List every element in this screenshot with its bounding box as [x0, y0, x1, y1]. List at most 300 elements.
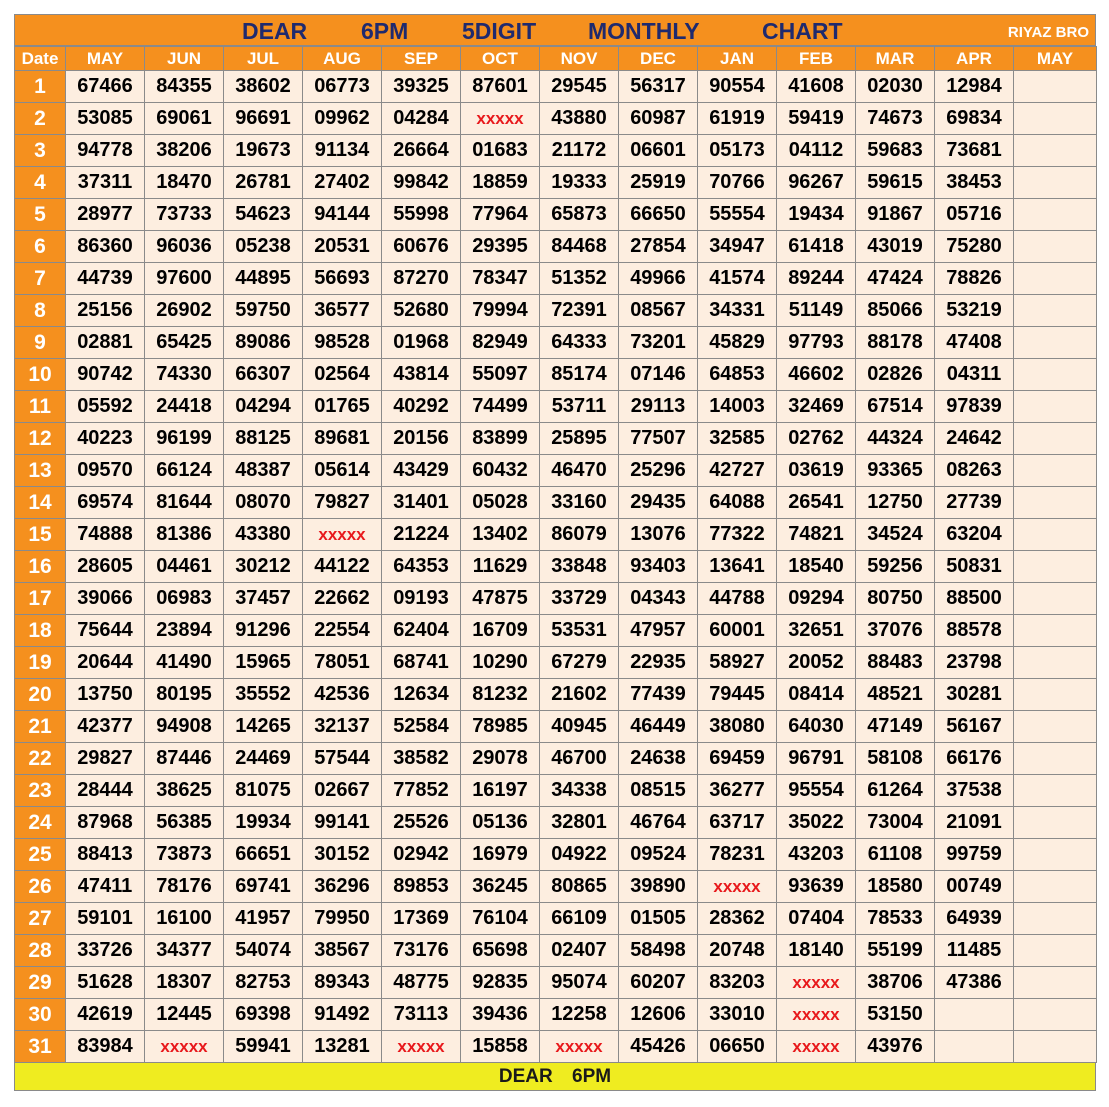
result-cell [1014, 167, 1097, 199]
result-cell: 29545 [540, 71, 619, 103]
result-cell: 16197 [461, 775, 540, 807]
result-cell: 25156 [66, 295, 145, 327]
result-cell: 77507 [619, 423, 698, 455]
table-row [15, 615, 1097, 647]
result-cell: 78347 [461, 263, 540, 295]
result-cell: 91492 [303, 999, 382, 1031]
result-cell: 96199 [145, 423, 224, 455]
result-cell: 66124 [145, 455, 224, 487]
result-cell: 65698 [461, 935, 540, 967]
result-cell: 05614 [303, 455, 382, 487]
result-cell [1014, 199, 1097, 231]
result-cell: 79827 [303, 487, 382, 519]
result-cell: 60207 [619, 967, 698, 999]
result-cell: 42536 [303, 679, 382, 711]
result-cell: 66307 [224, 359, 303, 391]
result-cell: 53150 [856, 999, 935, 1031]
result-cell: 50831 [935, 551, 1014, 583]
date-cell: 9 [15, 327, 66, 359]
date-cell: 12 [15, 423, 66, 455]
month-header: FEB [777, 47, 856, 71]
result-cell: 96036 [145, 231, 224, 263]
result-cell [1014, 935, 1097, 967]
result-cell [1014, 903, 1097, 935]
result-cell: 29435 [619, 487, 698, 519]
result-cell: 79950 [303, 903, 382, 935]
result-cell: 44739 [66, 263, 145, 295]
table-row [15, 935, 1097, 967]
result-cell [1014, 839, 1097, 871]
result-cell: 85174 [540, 359, 619, 391]
result-cell: 25919 [619, 167, 698, 199]
result-cell: 67514 [856, 391, 935, 423]
result-cell [1014, 615, 1097, 647]
result-cell: 46449 [619, 711, 698, 743]
result-cell: 73201 [619, 327, 698, 359]
result-cell: 40223 [66, 423, 145, 455]
result-cell: 34377 [145, 935, 224, 967]
table-row [15, 871, 1097, 903]
result-cell: 26541 [777, 487, 856, 519]
result-cell: 89681 [303, 423, 382, 455]
result-cell: 35552 [224, 679, 303, 711]
table-row [15, 519, 1097, 551]
result-cell: 11485 [935, 935, 1014, 967]
result-cell: 09294 [777, 583, 856, 615]
result-cell: 97600 [145, 263, 224, 295]
table-row [15, 391, 1097, 423]
result-cell: 24638 [619, 743, 698, 775]
table-row [15, 199, 1097, 231]
result-cell: 43203 [777, 839, 856, 871]
date-cell: 23 [15, 775, 66, 807]
result-cell: 10290 [461, 647, 540, 679]
result-cell: 78985 [461, 711, 540, 743]
result-cell: 59419 [777, 103, 856, 135]
result-cell [1014, 775, 1097, 807]
result-cell: 39066 [66, 583, 145, 615]
result-cell: 70766 [698, 167, 777, 199]
result-cell: 53711 [540, 391, 619, 423]
date-cell: 19 [15, 647, 66, 679]
result-cell: 98528 [303, 327, 382, 359]
result-cell: 34524 [856, 519, 935, 551]
result-cell: 02667 [303, 775, 382, 807]
result-cell: 92835 [461, 967, 540, 999]
result-cell: 04461 [145, 551, 224, 583]
date-cell: 5 [15, 199, 66, 231]
result-cell: 64939 [935, 903, 1014, 935]
result-cell: 32469 [777, 391, 856, 423]
result-cell: 46602 [777, 359, 856, 391]
result-cell: 38582 [382, 743, 461, 775]
date-cell: 13 [15, 455, 66, 487]
result-cell: 12445 [145, 999, 224, 1031]
result-cell [1014, 327, 1097, 359]
result-cell: 24642 [935, 423, 1014, 455]
result-cell: 18140 [777, 935, 856, 967]
result-cell: 46764 [619, 807, 698, 839]
date-cell: 27 [15, 903, 66, 935]
result-cell: 01683 [461, 135, 540, 167]
result-cell: 42377 [66, 711, 145, 743]
table-row [15, 487, 1097, 519]
result-cell: 81232 [461, 679, 540, 711]
result-cell: 39436 [461, 999, 540, 1031]
result-cell: 72391 [540, 295, 619, 327]
result-cell: 79994 [461, 295, 540, 327]
result-cell: 33160 [540, 487, 619, 519]
result-cell [1014, 359, 1097, 391]
result-cell: 12634 [382, 679, 461, 711]
result-cell [1014, 807, 1097, 839]
table-row [15, 967, 1097, 999]
result-cell: 28605 [66, 551, 145, 583]
result-cell: 18859 [461, 167, 540, 199]
result-cell: 34947 [698, 231, 777, 263]
table-row [15, 647, 1097, 679]
result-cell: 61919 [698, 103, 777, 135]
result-cell [1014, 263, 1097, 295]
result-cell: 04343 [619, 583, 698, 615]
result-cell: 68741 [382, 647, 461, 679]
table-body [15, 71, 1097, 1063]
result-cell: 30212 [224, 551, 303, 583]
result-cell: 69061 [145, 103, 224, 135]
result-cell: 43814 [382, 359, 461, 391]
result-cell: 29078 [461, 743, 540, 775]
result-cell: 73681 [935, 135, 1014, 167]
table-row [15, 295, 1097, 327]
result-cell: 88178 [856, 327, 935, 359]
result-cell: 06983 [145, 583, 224, 615]
result-cell: 78826 [935, 263, 1014, 295]
result-cell: 05716 [935, 199, 1014, 231]
table-row [15, 1031, 1097, 1063]
result-cell [1014, 967, 1097, 999]
result-cell: 88500 [935, 583, 1014, 615]
result-cell: 04311 [935, 359, 1014, 391]
date-cell: 25 [15, 839, 66, 871]
result-cell: 20156 [382, 423, 461, 455]
result-cell: 19333 [540, 167, 619, 199]
title-word-monthly: MONTHLY [588, 18, 700, 44]
result-cell: 51352 [540, 263, 619, 295]
brand-label: RIYAZ BRO [1007, 24, 1089, 41]
result-cell: 38625 [145, 775, 224, 807]
result-cell: 76104 [461, 903, 540, 935]
date-cell: 1 [15, 71, 66, 103]
result-cell: 55554 [698, 199, 777, 231]
result-cell: 82949 [461, 327, 540, 359]
result-cell: 22935 [619, 647, 698, 679]
result-cell: 83984 [66, 1031, 145, 1063]
date-cell: 20 [15, 679, 66, 711]
date-cell: 11 [15, 391, 66, 423]
result-cell: 99842 [382, 167, 461, 199]
result-cell: 05136 [461, 807, 540, 839]
result-cell: 33010 [698, 999, 777, 1031]
result-cell: 59256 [856, 551, 935, 583]
result-cell: 16709 [461, 615, 540, 647]
month-header: DEC [619, 47, 698, 71]
month-header: NOV [540, 47, 619, 71]
table-row [15, 807, 1097, 839]
result-cell [1014, 487, 1097, 519]
result-cell: 26902 [145, 295, 224, 327]
result-cell: 01505 [619, 903, 698, 935]
result-cell: 93365 [856, 455, 935, 487]
date-cell: 14 [15, 487, 66, 519]
result-cell: 27854 [619, 231, 698, 263]
table-row [15, 263, 1097, 295]
date-cell: 31 [15, 1031, 66, 1063]
result-cell: 55097 [461, 359, 540, 391]
result-cell: 57544 [303, 743, 382, 775]
result-cell: 80195 [145, 679, 224, 711]
result-cell: 58927 [698, 647, 777, 679]
result-cell [1014, 519, 1097, 551]
result-cell: 37311 [66, 167, 145, 199]
result-cell: 20052 [777, 647, 856, 679]
result-cell: 21602 [540, 679, 619, 711]
date-cell: 15 [15, 519, 66, 551]
result-cell: 23798 [935, 647, 1014, 679]
table-row [15, 679, 1097, 711]
result-cell: 20748 [698, 935, 777, 967]
result-cell: 53531 [540, 615, 619, 647]
table-row [15, 711, 1097, 743]
result-cell: 15858 [461, 1031, 540, 1063]
result-cell: 34331 [698, 295, 777, 327]
result-cell: 05173 [698, 135, 777, 167]
result-cell: 90554 [698, 71, 777, 103]
result-cell: 65873 [540, 199, 619, 231]
result-cell: 44324 [856, 423, 935, 455]
result-cell: 41574 [698, 263, 777, 295]
result-cell: 06773 [303, 71, 382, 103]
result-cell: 38567 [303, 935, 382, 967]
table-row [15, 551, 1097, 583]
date-cell: 17 [15, 583, 66, 615]
missing-result-cell: xxxxx [145, 1031, 224, 1063]
result-cell: 12750 [856, 487, 935, 519]
result-cell: 66176 [935, 743, 1014, 775]
result-cell: 97793 [777, 327, 856, 359]
result-cell: 59101 [66, 903, 145, 935]
date-cell: 4 [15, 167, 66, 199]
result-cell: 26664 [382, 135, 461, 167]
result-cell: 99141 [303, 807, 382, 839]
date-cell: 21 [15, 711, 66, 743]
result-cell: 59683 [856, 135, 935, 167]
result-cell: 61108 [856, 839, 935, 871]
date-cell: 24 [15, 807, 66, 839]
result-cell: 37457 [224, 583, 303, 615]
missing-result-cell: xxxxx [303, 519, 382, 551]
result-cell [1014, 103, 1097, 135]
results-table [14, 46, 1097, 1063]
table-row [15, 231, 1097, 263]
result-cell: 12258 [540, 999, 619, 1031]
result-cell: 63717 [698, 807, 777, 839]
result-cell: 29395 [461, 231, 540, 263]
result-cell [1014, 423, 1097, 455]
result-cell: 59941 [224, 1031, 303, 1063]
result-cell: 88578 [935, 615, 1014, 647]
result-cell: 38706 [856, 967, 935, 999]
result-cell [1014, 871, 1097, 903]
result-cell: 02942 [382, 839, 461, 871]
result-cell: 97839 [935, 391, 1014, 423]
result-cell: 27402 [303, 167, 382, 199]
result-cell: 42727 [698, 455, 777, 487]
missing-result-cell: xxxxx [777, 1031, 856, 1063]
result-cell: 73113 [382, 999, 461, 1031]
result-cell [1014, 711, 1097, 743]
result-cell: 51628 [66, 967, 145, 999]
result-cell: 17369 [382, 903, 461, 935]
month-header: MAR [856, 47, 935, 71]
result-cell: 54623 [224, 199, 303, 231]
result-cell: 08263 [935, 455, 1014, 487]
result-cell: 38080 [698, 711, 777, 743]
result-cell [1014, 647, 1097, 679]
result-cell: 87968 [66, 807, 145, 839]
result-cell: 05028 [461, 487, 540, 519]
result-cell: 47957 [619, 615, 698, 647]
result-cell: 13402 [461, 519, 540, 551]
table-row [15, 903, 1097, 935]
date-cell: 22 [15, 743, 66, 775]
month-header: SEP [382, 47, 461, 71]
result-cell: 37538 [935, 775, 1014, 807]
result-cell: 80750 [856, 583, 935, 615]
result-cell: 88413 [66, 839, 145, 871]
result-cell: 93403 [619, 551, 698, 583]
result-cell: 46700 [540, 743, 619, 775]
result-cell: 80865 [540, 871, 619, 903]
result-cell: 49966 [619, 263, 698, 295]
result-cell [1014, 1031, 1097, 1063]
result-cell: 77322 [698, 519, 777, 551]
result-cell: 02881 [66, 327, 145, 359]
result-cell: 41608 [777, 71, 856, 103]
result-cell: 39325 [382, 71, 461, 103]
result-cell: 09524 [619, 839, 698, 871]
result-cell: 61264 [856, 775, 935, 807]
result-cell: 87601 [461, 71, 540, 103]
result-cell [935, 999, 1014, 1031]
result-cell: 95554 [777, 775, 856, 807]
result-cell: 78533 [856, 903, 935, 935]
result-cell: 77439 [619, 679, 698, 711]
date-cell: 3 [15, 135, 66, 167]
result-cell: 48775 [382, 967, 461, 999]
result-cell: 96691 [224, 103, 303, 135]
result-cell: 18470 [145, 167, 224, 199]
result-cell: 99759 [935, 839, 1014, 871]
date-cell: 10 [15, 359, 66, 391]
result-cell: 41957 [224, 903, 303, 935]
result-cell: 13076 [619, 519, 698, 551]
result-cell [1014, 583, 1097, 615]
result-cell [1014, 231, 1097, 263]
month-header: JAN [698, 47, 777, 71]
result-cell: 60001 [698, 615, 777, 647]
result-cell: 07404 [777, 903, 856, 935]
result-cell: 96791 [777, 743, 856, 775]
result-cell: 66650 [619, 199, 698, 231]
result-cell: 96267 [777, 167, 856, 199]
result-cell: 21091 [935, 807, 1014, 839]
month-header: AUG [303, 47, 382, 71]
result-cell: 59615 [856, 167, 935, 199]
result-cell: 69834 [935, 103, 1014, 135]
result-cell: 51149 [777, 295, 856, 327]
result-cell: 20531 [303, 231, 382, 263]
result-cell [1014, 135, 1097, 167]
result-cell: 87446 [145, 743, 224, 775]
result-cell: 28977 [66, 199, 145, 231]
result-cell: 14003 [698, 391, 777, 423]
result-cell: 64353 [382, 551, 461, 583]
result-cell: 95074 [540, 967, 619, 999]
date-cell: 18 [15, 615, 66, 647]
result-cell: 01968 [382, 327, 461, 359]
result-cell: 30152 [303, 839, 382, 871]
result-cell: 36277 [698, 775, 777, 807]
result-cell: 12606 [619, 999, 698, 1031]
result-cell: 33848 [540, 551, 619, 583]
missing-result-cell: xxxxx [698, 871, 777, 903]
result-cell: 30281 [935, 679, 1014, 711]
missing-result-cell: xxxxx [382, 1031, 461, 1063]
result-cell: 47408 [935, 327, 1014, 359]
header-row [15, 47, 1097, 71]
result-cell: 19934 [224, 807, 303, 839]
result-cell: 84355 [145, 71, 224, 103]
result-cell: 04112 [777, 135, 856, 167]
result-cell: 48387 [224, 455, 303, 487]
table-row [15, 583, 1097, 615]
result-cell: 05238 [224, 231, 303, 263]
result-cell: 56167 [935, 711, 1014, 743]
result-cell: 45829 [698, 327, 777, 359]
result-cell: 36577 [303, 295, 382, 327]
result-cell: 69741 [224, 871, 303, 903]
table-row [15, 103, 1097, 135]
missing-result-cell: xxxxx [540, 1031, 619, 1063]
date-cell: 6 [15, 231, 66, 263]
result-cell: 67279 [540, 647, 619, 679]
result-cell [1014, 743, 1097, 775]
result-cell: 04284 [382, 103, 461, 135]
result-cell: 56385 [145, 807, 224, 839]
result-cell: 91867 [856, 199, 935, 231]
result-cell: 29113 [619, 391, 698, 423]
table-row [15, 775, 1097, 807]
result-cell: 88483 [856, 647, 935, 679]
table-row [15, 135, 1097, 167]
table-row [15, 455, 1097, 487]
result-cell: 91134 [303, 135, 382, 167]
date-cell: 2 [15, 103, 66, 135]
result-cell: 24469 [224, 743, 303, 775]
month-header: APR [935, 47, 1014, 71]
result-cell: 73004 [856, 807, 935, 839]
result-cell: 73733 [145, 199, 224, 231]
